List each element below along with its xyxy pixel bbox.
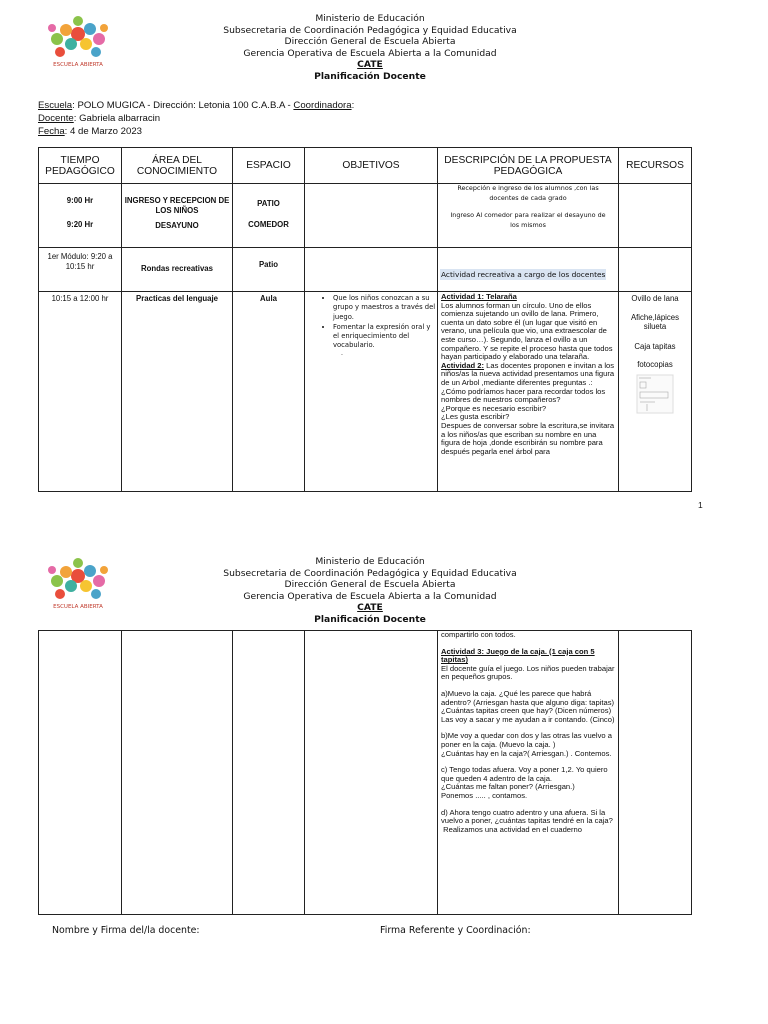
space-a: PATIO [257,199,280,208]
resources-cell [619,248,692,292]
activity-1-title: Actividad 1: Telaraña [441,293,517,301]
area-cell [122,184,233,248]
table-header-row [39,148,692,184]
col-header-objetivos: OBJETIVOS [305,148,438,184]
school-line [38,99,354,112]
time-cell [39,631,122,915]
step-d-2: Realizamos una actividad en el cuaderno [441,824,582,834]
description-cell [438,631,619,915]
activity-1-text: Los alumnos forman un círculo. Uno de ellos comienza sujetando un ovillo de lana. Primero, cuenta un dato sobre él (un lugar que visitó en verano, una película que vio, una extraescolar de este curso…). Segundo, lanza el ovillo a un compañero. Y se repite el proceso hasta que todos hayan participado y elaborado una telaraña. [441,300,613,362]
col-header-area: ÁREA DEL CONOCIMIENTO [122,148,233,184]
list-item: • Que los niños conozcan a su grupo y maestros a través del juego. [333,294,437,322]
question-3: ¿Les gusta escribir? [441,412,510,422]
logo-text: ESCUELA ABIERTA [53,62,103,68]
question-2: ¿Porque es necesario escribir? [441,403,547,413]
docente-value: : Gabriela albarracin [73,113,161,124]
step-a-1: a)Muevo la caja. ¿Qué les parece que habrá adentro? (Arriesgan hasta que alguno diga: tapitas) [441,688,615,707]
time-b: 9:20 Hr [66,219,94,229]
activity-3-intro: El docente guía el juego. Los niños pueden trabajar en pequeños grupos. [441,663,615,682]
objectives-cell [305,292,438,492]
header-line-4: Gerencia Operativa de Escuela Abierta a la Comunidad [243,590,497,602]
list-item: • Fomentar la expresión oral y el enriquecimiento del vocabulario. [333,323,437,351]
teacher-line [38,112,354,125]
resource-fotocopias: fotocopias [637,360,673,369]
col-header-tiempo: TIEMPO PEDAGÓGICO [39,148,122,184]
resources-cell [619,292,692,492]
area-practicas: Practicas del lenguaje [136,294,218,303]
description-cell [438,292,619,492]
continued-text: compartirlo con todos. [441,630,516,639]
document-header [200,13,540,83]
header-cate: CATE [357,59,383,71]
area-a: INGRESO Y RECEPCION DE LOS NIÑOS [124,196,230,215]
activity-3-title: Actividad 3: Juego de la caja. (1 caja con 5 tapitas) [441,646,595,665]
space-patio: Patio [258,260,279,269]
table-row [39,631,692,915]
resource-afiche: Afiche,lápices silueta [630,312,680,331]
step-b-2: ¿Cuántas hay en la caja?( Arriesgan.) . Contemos. [441,748,612,758]
worksheet-thumbnail-icon [635,374,675,414]
fecha-label: Fecha [38,126,65,137]
planning-table [38,147,692,492]
escuela-value: : POLO MUGICA - Dirección: Letonia 100 C.A.B.A - [72,100,294,111]
planning-table-continued [38,630,692,915]
coordination-signature-label: Firma Referente y Coordinación: [380,925,531,936]
area-cell [122,631,233,915]
resources-cell [619,184,692,248]
objectives-list [305,294,437,351]
activity-2-end: Despues de conversar sobre la escritura,se invitara a los niños/as que escriban su nombre en una figura de hoja ,donde escribirán su nombre para después pegarla enel árbol para [441,420,615,456]
resource-caja: Caja tapitas [634,341,676,351]
step-c-1: c) Tengo todas afuera. Voy a poner 1,2. Yo quiero que queden 4 adentro de la caja. [441,765,608,783]
page-2 [0,540,768,1024]
docente-label: Docente [38,113,74,124]
space-b: COMEDOR [248,219,289,229]
activity-2-paragraph [441,362,615,388]
page-number: 1 [698,500,703,510]
step-c-3: Ponemos ..... , contamos. [441,790,528,800]
table-row [39,184,692,248]
header-title: Planificación Docente [314,70,426,82]
area-rondas: Rondas recreativas [141,264,213,273]
activity-2-title: Actividad 2: [441,360,485,370]
desc-a: Recepción e ingreso de los alumnos ,con las docentes de cada grado [457,184,599,202]
header-line-4: Gerencia Operativa de Escuela Abierta a la Comunidad [243,47,497,59]
col-header-descripcion: DESCRIPCIÓN DE LA PROPUESTA PEDAGÓGICA [438,148,619,184]
question-1: ¿Cómo podríamos hacer para recordar todos los nombres de nuestros compañeros? [441,386,606,405]
teacher-signature-label: Nombre y Firma del/la docente: [52,925,200,936]
space-cell [233,631,305,915]
header-line-2: Subsecretaria de Coordinación Pedagógica y Equidad Educativa [223,567,517,579]
step-d-1: d) Ahora tengo cuatro adentro y una afuera. Si la vuelvo a poner, ¿cuántas tapitas tendré en la caja? [441,807,613,826]
table-row [39,248,692,292]
header-title: Planificación Docente [314,613,426,625]
time-a: 9:00 Hr [66,196,94,205]
col-header-espacio: ESPACIO [233,148,305,184]
objectives-cell [305,184,438,248]
description-cell [438,184,619,248]
resources-cell [619,631,692,915]
time-cell [39,248,122,292]
objectives-dot: . [341,349,343,357]
header-line-3: Dirección General de Escuela Abierta [284,36,456,48]
header-line-1: Ministerio de Educación [315,13,425,24]
description-content [441,293,615,489]
space-cell [233,184,305,248]
header-cate: CATE [357,602,383,614]
resource-ovillo: Ovillo de lana [631,294,679,303]
step-a-3: Las voy a sacar y me ayudan a ir contando. (Cinco) [441,714,615,724]
header-line-1: Ministerio de Educación [315,556,425,567]
step-b-1: b)Me voy a quedar con dos y las otras las vuelvo a poner en la caja. (Muevo la caja. ) [441,731,612,749]
step-a-2: ¿Cuántas tapitas creen que hay? (Dicen números) [441,706,612,716]
space-cell [233,292,305,492]
col-header-recursos: RECURSOS [619,148,692,184]
table-row [39,292,692,492]
description-cell [438,248,619,292]
space-aula: Aula [260,294,277,303]
escuela-abierta-logo [38,554,118,612]
time-cell [39,292,122,492]
school-info [38,99,354,138]
escuela-abierta-logo [38,12,118,70]
activity-2-text: Las docentes proponen e invitan a los niños/as la nueva actividad presentamos una figura de un Arbol ,mediante diferentes preguntas .: [441,360,615,387]
recreational-activity-text: Actividad recreativa a cargo de los docentes [441,270,606,279]
step-c-2: ¿Cuántas me faltan poner? (Arriesgan.) [441,782,575,792]
objectives-cell [305,248,438,292]
coordinadora-label: Coordinadora [293,100,352,111]
time-cell [39,184,122,248]
logo-text: ESCUELA ABIERTA [53,604,103,610]
space-cell [233,248,305,292]
header-line-2: Subsecretaria de Coordinación Pedagógica y Equidad Educativa [223,24,517,36]
objectives-cell [305,631,438,915]
time-range: 10:15 a 12:00 hr [51,294,109,303]
header-line-3: Dirección General de Escuela Abierta [284,579,456,591]
date-line [38,125,354,138]
area-cell [122,292,233,492]
module-time: 1er Módulo: 9:20 a 10:15 hr [47,252,113,271]
escuela-label: Escuela [38,100,73,111]
desc-b: Ingreso Al comedor para realizar el desayuno de los mismos [450,211,606,229]
area-b: DESAYUNO [155,221,199,230]
document-header [200,556,540,626]
area-cell [122,248,233,292]
coordinadora-value: : [351,100,355,111]
fecha-value: : 4 de Marzo 2023 [64,126,143,137]
